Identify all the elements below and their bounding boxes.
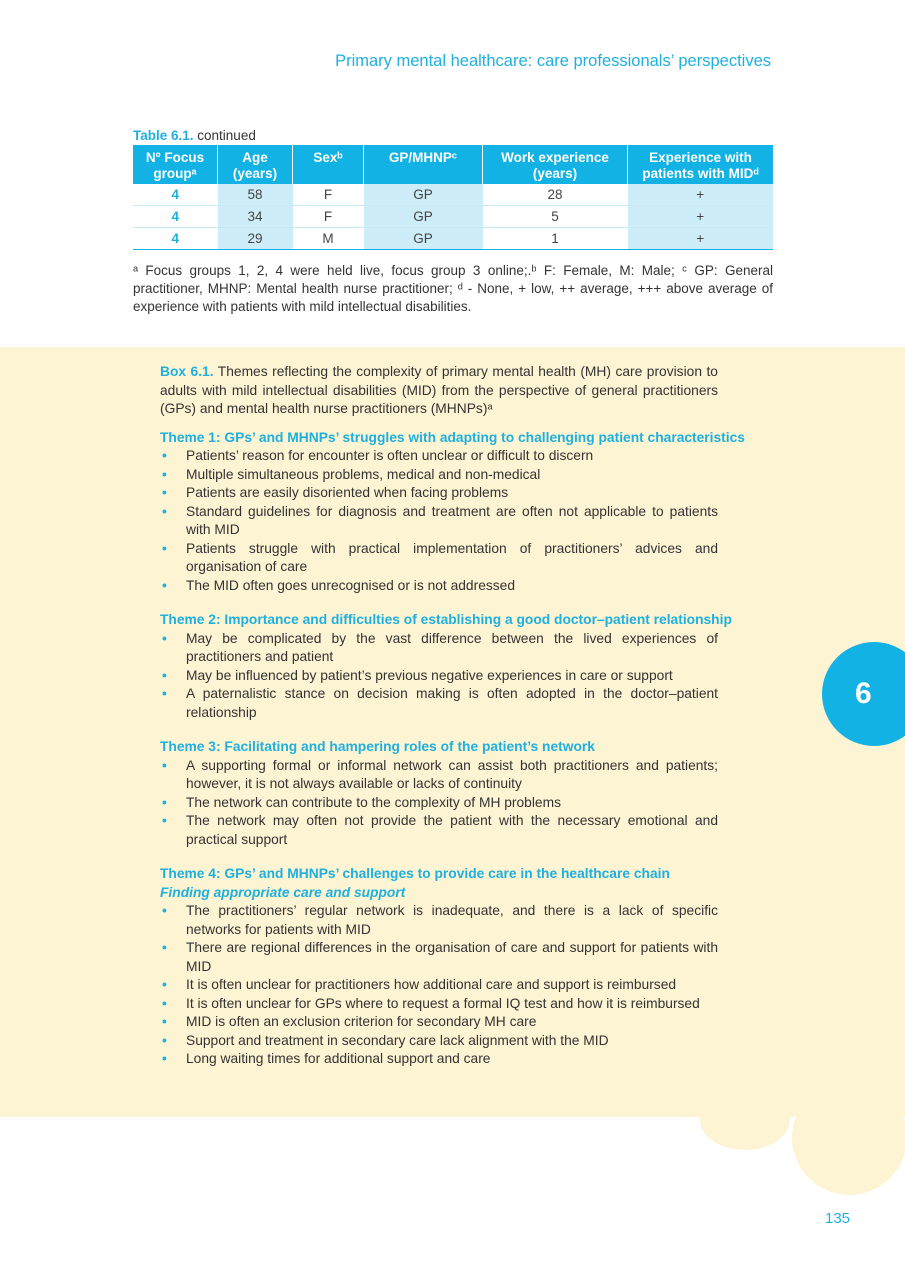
cell-focus-group: 4 [133, 184, 218, 206]
table-row [133, 206, 773, 228]
table-caption [133, 128, 773, 143]
theme-title: Theme 4: GPs’ and MHNPs’ challenges to provide care in the healthcare chain [160, 866, 670, 881]
list-item: • Multiple simultaneous problems, medical and non-medical [160, 466, 718, 485]
cell-experience-mid: + [628, 206, 774, 228]
cell-experience-mid: + [628, 184, 774, 206]
chapter-tab[interactable]: 6 [822, 642, 905, 746]
table-row [133, 228, 773, 250]
cell-experience-mid: + [628, 228, 774, 250]
theme-title: Theme 2: Importance and difficulties of establishing a good doctor–patient relationship [160, 612, 732, 627]
list-item: • Patients are easily disoriented when facing problems [160, 484, 718, 503]
theme-list [160, 447, 718, 595]
list-item: • The network may often not provide the patient with the necessary emotional and practical support [160, 812, 718, 849]
cell-work-experience: 28 [483, 184, 628, 206]
box-background-wave [700, 1090, 790, 1150]
col-header-gp-mhnp: GP/MHNPᶜ [364, 145, 483, 184]
list-item: • May be influenced by patient’s previous negative experiences in care or support [160, 667, 718, 686]
list-item: • There are regional differences in the organisation of care and support for patients with MID [160, 939, 718, 976]
cell-age: 29 [218, 228, 293, 250]
list-item: • Long waiting times for additional support and care [160, 1050, 718, 1069]
table-header-row [133, 145, 773, 184]
theme-title: Theme 1: GPs’ and MHNPs’ struggles with adapting to challenging patient characteristics [160, 429, 745, 445]
box-label: Box 6.1. [160, 364, 214, 379]
theme-title: Theme 3: Facilitating and hampering roles of the patient’s network [160, 739, 595, 754]
list-item: • The network can contribute to the complexity of MH problems [160, 794, 718, 813]
theme-subtitle: Finding appropriate care and support [160, 884, 406, 900]
table-block [133, 128, 773, 250]
theme-list [160, 902, 718, 1069]
list-item: • Support and treatment in secondary care lack alignment with the MID [160, 1032, 718, 1051]
cell-sex: F [293, 184, 364, 206]
list-item: • Patients’ reason for encounter is often unclear or difficult to discern [160, 447, 718, 466]
table-row [133, 184, 773, 206]
list-item: • It is often unclear for GPs where to request a formal IQ test and how it is reimbursed [160, 995, 718, 1014]
list-item: • A paternalistic stance on decision making is often adopted in the doctor–patient relationship [160, 685, 718, 722]
cell-age: 34 [218, 206, 293, 228]
list-item: • Patients struggle with practical implementation of practitioners’ advices and organisation of care [160, 540, 718, 577]
col-header-work-experience: Work experience (years) [483, 145, 628, 184]
list-item: • It is often unclear for practitioners how additional care and support is reimbursed [160, 976, 718, 995]
theme-4 [160, 865, 718, 1069]
box-intro-text: Themes reflecting the complexity of primary mental health (MH) care provision to adults with mild intellectual disabilities (MID) from the perspective of general practitioners (GPs) and mental health nurse practitioners (MHNPs)ᵃ [160, 364, 718, 416]
table-label: Table 6.1. [133, 128, 194, 143]
cell-focus-group: 4 [133, 206, 218, 228]
theme-1 [160, 429, 745, 596]
cell-sex: F [293, 206, 364, 228]
col-header-experience-mid: Experience with patients with MIDᵈ [628, 145, 774, 184]
list-item: • Standard guidelines for diagnosis and treatment are often not applicable to patients with MID [160, 503, 718, 540]
focus-group-table [133, 145, 773, 250]
col-header-age: Age (years) [218, 145, 293, 184]
cell-work-experience: 5 [483, 206, 628, 228]
cell-focus-group: 4 [133, 228, 218, 250]
page-number: 135 [825, 1210, 851, 1227]
list-item: • The practitioners’ regular network is inadequate, and there is a lack of specific networks for patients with MID [160, 902, 718, 939]
table-footnote: ᵃ Focus groups 1, 2, 4 were held live, focus group 3 online;.ᵇ F: Female, M: Male; ᶜ GP: General practitioner, MHNP: Mental health nurse practitioner; ᵈ - None, + low, ++ average, +++ above average of experience with patients with mild intellectual disabilities. [133, 263, 773, 314]
cell-gp-mhnp: GP [364, 228, 483, 250]
cell-gp-mhnp: GP [364, 184, 483, 206]
box-intro [160, 363, 718, 419]
theme-2 [160, 611, 732, 722]
box-background-cloud [792, 1080, 905, 1195]
theme-list [160, 630, 718, 723]
cell-gp-mhnp: GP [364, 206, 483, 228]
list-item: • A supporting formal or informal network can assist both practitioners and patients; however, it is not always available or lacks of continuity [160, 757, 718, 794]
list-item: • The MID often goes unrecognised or is not addressed [160, 577, 718, 596]
list-item: • MID is often an exclusion criterion for secondary MH care [160, 1013, 718, 1032]
cell-sex: M [293, 228, 364, 250]
col-header-sex: Sexᵇ [293, 145, 364, 184]
box-6-1 [160, 363, 745, 1069]
theme-list [160, 757, 718, 850]
cell-age: 58 [218, 184, 293, 206]
theme-3 [160, 738, 718, 849]
list-item: • May be complicated by the vast difference between the lived experiences of practitioners and patient [160, 630, 718, 667]
col-header-focus-group: Nº Focus groupᵃ [133, 145, 218, 184]
table-caption-text: continued [193, 128, 256, 143]
running-header: Primary mental healthcare: care professionals’ perspectives [335, 52, 771, 70]
cell-work-experience: 1 [483, 228, 628, 250]
